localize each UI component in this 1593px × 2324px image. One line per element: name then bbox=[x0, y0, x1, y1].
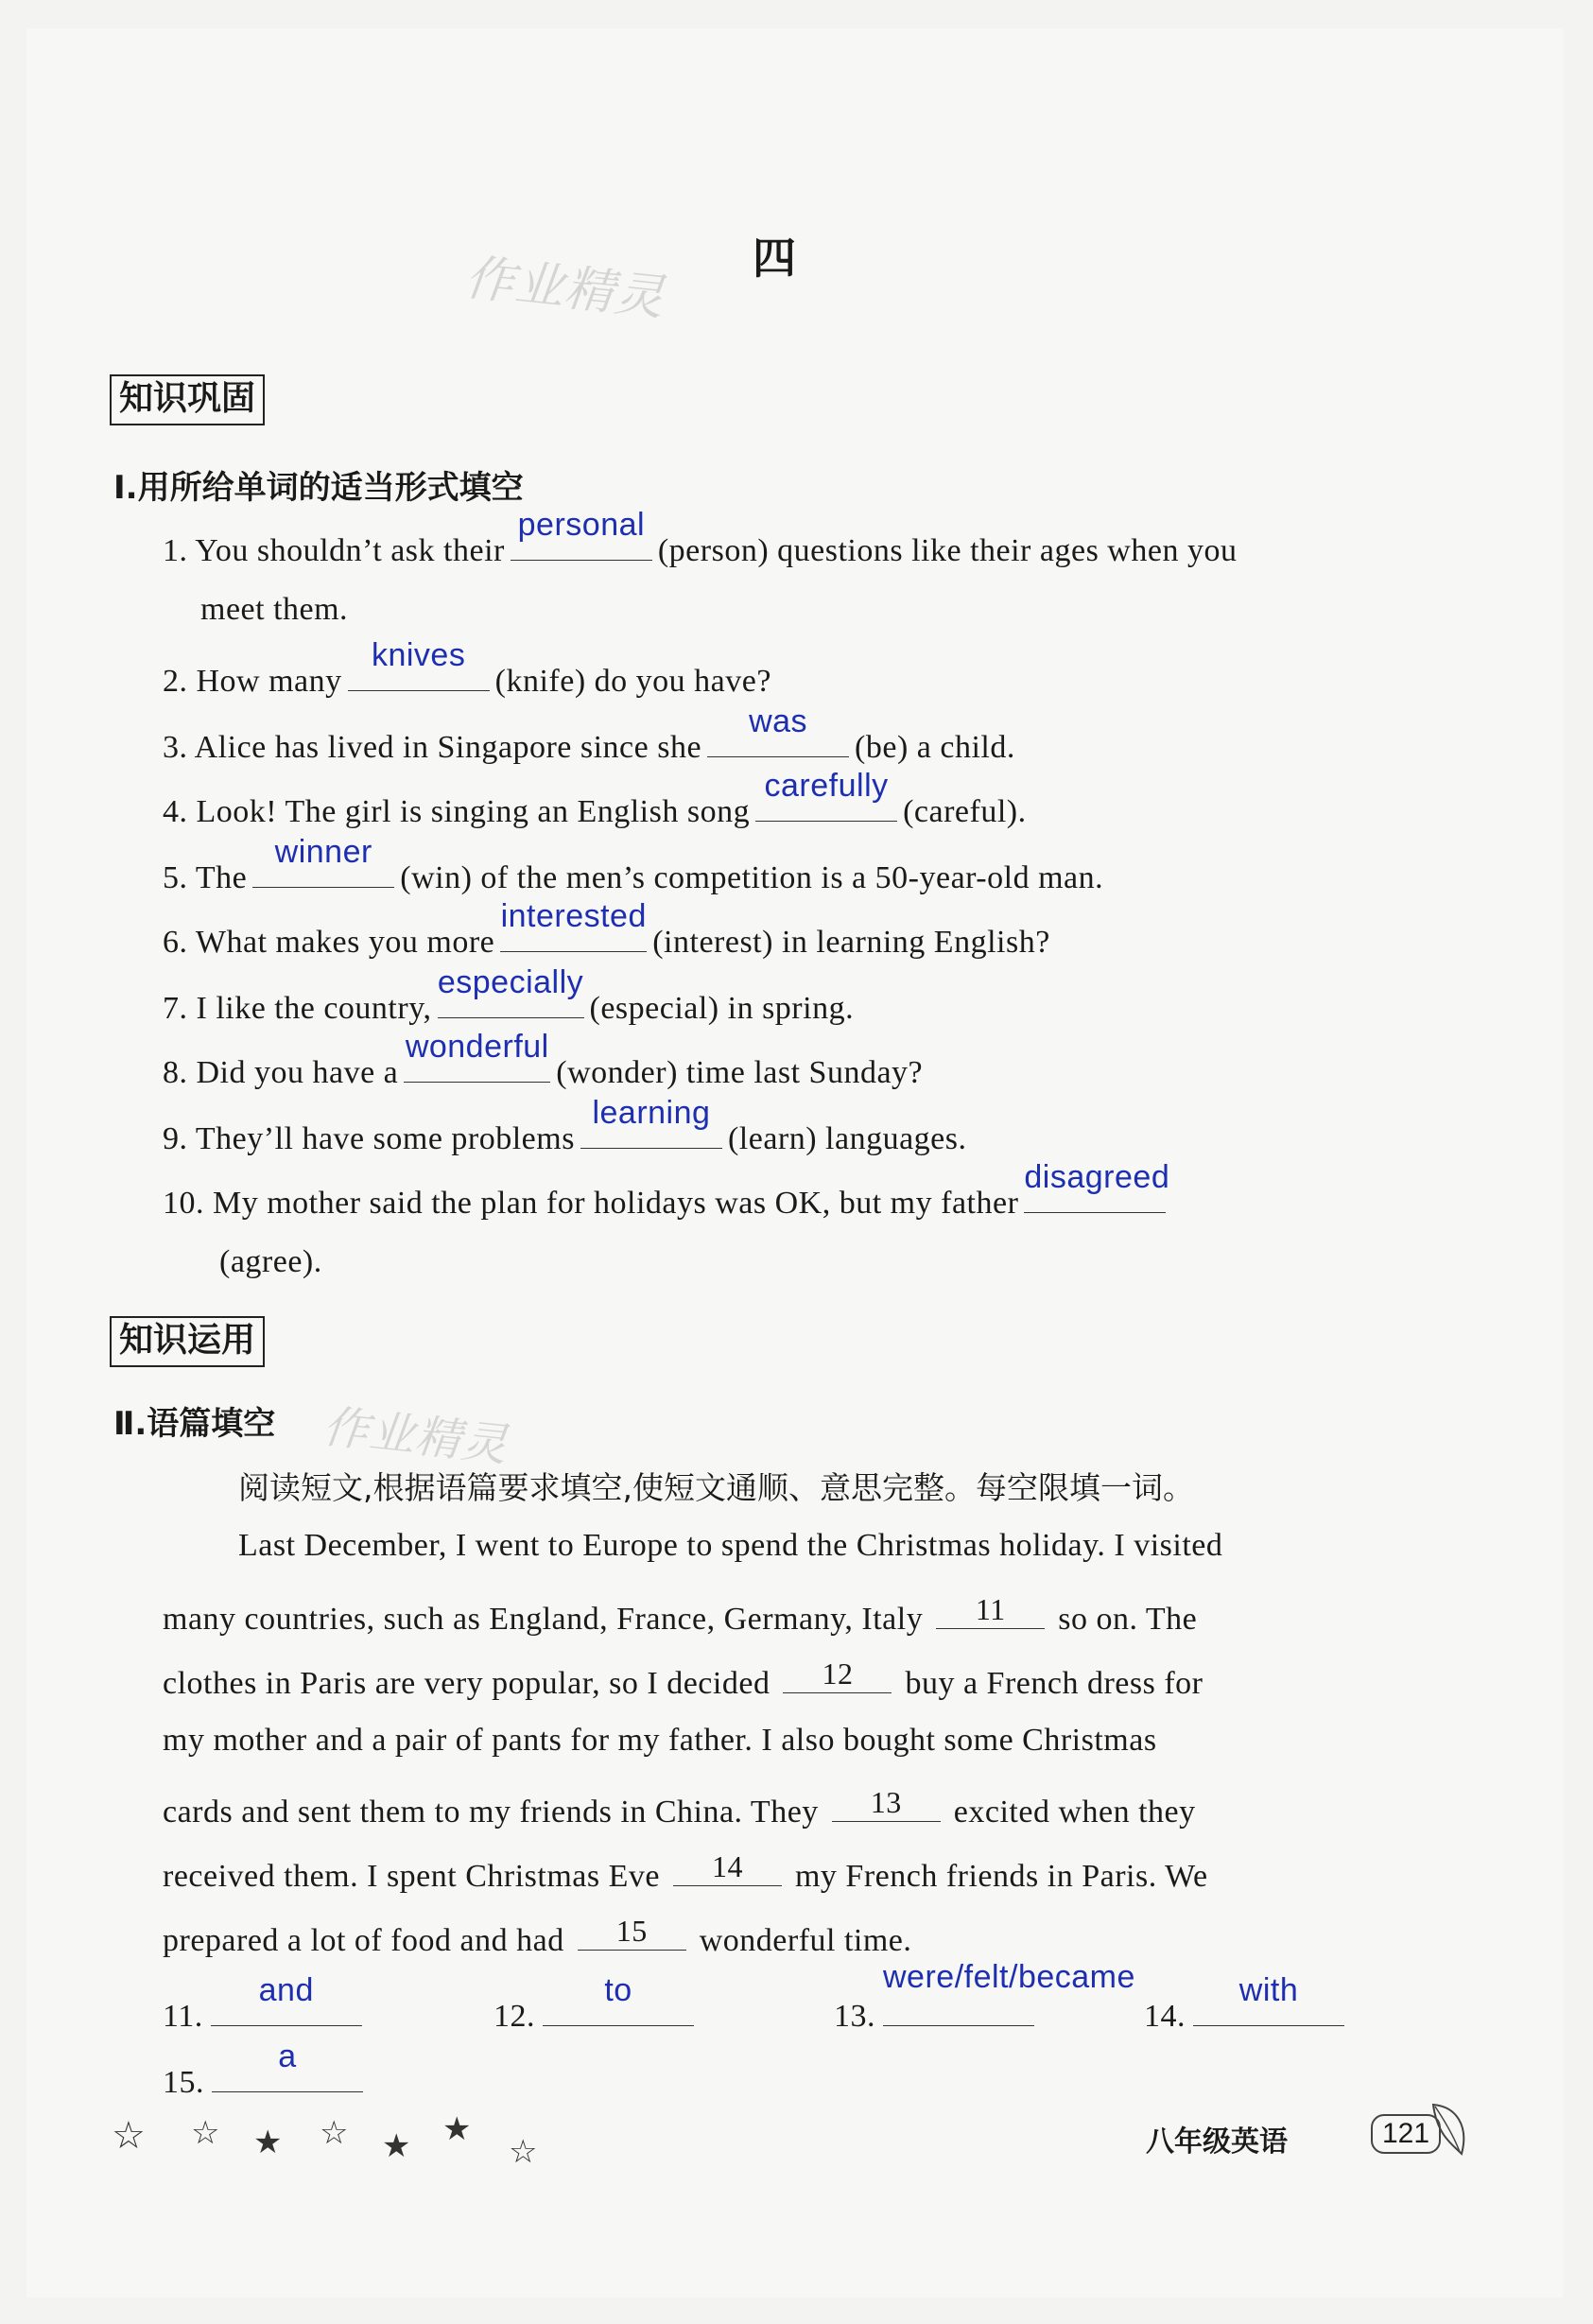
passage-text: my French friends in Paris. We bbox=[794, 1859, 1208, 1894]
handwritten-answer: and bbox=[258, 1972, 314, 2008]
passage-text: cards and sent them to my friends in China. They bbox=[163, 1795, 819, 1830]
answer-blank bbox=[580, 1095, 722, 1149]
leaf-icon bbox=[1428, 2097, 1471, 2163]
handwritten-answer: wonderful bbox=[405, 1029, 549, 1065]
instruction: 阅读短文,根据语篇要求填空,使短文通顺、意思完整。每空限填一词。 bbox=[238, 1469, 1194, 1506]
passage-line bbox=[163, 1594, 1197, 1638]
item-text: (learn) languages. bbox=[727, 1121, 967, 1156]
answer-number: 11. bbox=[163, 1999, 203, 2034]
exercise-item-5 bbox=[163, 834, 1104, 896]
answer-number: 13. bbox=[834, 1999, 875, 2034]
passage-blank-13 bbox=[832, 1787, 941, 1822]
star-outline-icon: ☆ bbox=[112, 2114, 146, 2158]
item-text: (be) a child. bbox=[855, 730, 1015, 765]
item-text: 4. Look! The girl is singing an English song bbox=[163, 794, 751, 829]
passage-blank-15 bbox=[578, 1916, 686, 1951]
answer-blank bbox=[543, 1972, 694, 2026]
item-text: (interest) in learning English? bbox=[652, 925, 1050, 960]
item-text: 6. What makes you more bbox=[163, 925, 495, 960]
part2-heading: Ⅱ.语篇填空 bbox=[113, 1405, 276, 1443]
item-text: (win) of the men’s competition is a 50-year-old man. bbox=[400, 860, 1104, 895]
handwritten-answer: was bbox=[749, 703, 808, 739]
exercise-item-10 bbox=[163, 1159, 1171, 1222]
section-label-apply: 知识运用 bbox=[110, 1316, 265, 1367]
item-text: 3. Alice has lived in Singapore since she bbox=[163, 730, 702, 765]
answer-15 bbox=[163, 2038, 369, 2101]
star-solid-icon: ★ bbox=[442, 2110, 472, 2148]
passage-line bbox=[163, 1787, 1196, 1830]
footer-label: 八年级英语 bbox=[1146, 2125, 1288, 2159]
answer-number: 15. bbox=[163, 2065, 204, 2100]
passage-text: clothes in Paris are very popular, so I decided bbox=[163, 1666, 771, 1701]
handwritten-answer: winner bbox=[274, 834, 372, 870]
exercise-item-1 bbox=[163, 507, 1238, 569]
passage-text: received them. I spent Christmas Eve bbox=[163, 1859, 660, 1894]
answer-blank bbox=[511, 507, 652, 561]
passage-line bbox=[163, 1916, 911, 1959]
item-text: 9. They’ll have some problems bbox=[163, 1121, 575, 1156]
passage-blank-14 bbox=[673, 1851, 782, 1886]
answer-blank bbox=[1024, 1159, 1170, 1213]
answer-blank bbox=[211, 1972, 362, 2026]
handwritten-answer: learning bbox=[592, 1095, 711, 1131]
passage-line bbox=[163, 1851, 1208, 1895]
item-text: (especial) in spring. bbox=[589, 991, 855, 1026]
answer-number: 12. bbox=[493, 1999, 535, 2034]
star-solid-icon: ★ bbox=[253, 2124, 283, 2161]
section-label-consolidate: 知识巩固 bbox=[110, 374, 265, 425]
answer-13 bbox=[834, 1959, 1135, 2035]
answer-12 bbox=[493, 1972, 700, 2035]
answer-blank bbox=[755, 768, 897, 822]
part1-heading: Ⅰ.用所给单词的适当形式填空 bbox=[113, 469, 524, 507]
page-title: 四 bbox=[753, 233, 796, 284]
blank-number: 12 bbox=[822, 1656, 854, 1691]
answer-blank bbox=[404, 1029, 550, 1083]
star-outline-icon: ☆ bbox=[320, 2114, 349, 2152]
exercise-item-10-cont: (agree). bbox=[219, 1244, 322, 1279]
blank-number: 14 bbox=[711, 1849, 743, 1883]
page-number: 121 bbox=[1371, 2114, 1441, 2154]
handwritten-answer: interested bbox=[500, 898, 647, 934]
answer-blank bbox=[437, 964, 584, 1018]
answer-11 bbox=[163, 1972, 368, 2035]
passage-text: prepared a lot of food and had bbox=[163, 1923, 564, 1958]
exercise-item-8 bbox=[163, 1029, 924, 1091]
answer-blank bbox=[500, 898, 647, 952]
exercise-item-1-cont: meet them. bbox=[200, 592, 349, 627]
handwritten-answer: a bbox=[278, 2038, 297, 2074]
answer-blank bbox=[1193, 1972, 1344, 2026]
answer-blank bbox=[252, 834, 394, 888]
item-text: (knife) do you have? bbox=[494, 664, 771, 699]
watermark: 作业精灵 bbox=[461, 250, 667, 327]
exercise-item-2 bbox=[163, 637, 771, 700]
blank-number: 15 bbox=[615, 1914, 648, 1948]
handwritten-answer: personal bbox=[517, 507, 646, 543]
passage-blank-11 bbox=[936, 1594, 1045, 1629]
exercise-item-9 bbox=[163, 1095, 967, 1157]
handwritten-answer: carefully bbox=[764, 768, 889, 804]
handwritten-answer: to bbox=[604, 1972, 632, 2008]
answer-blank bbox=[212, 2038, 363, 2092]
item-text: (careful). bbox=[903, 794, 1027, 829]
handwritten-answer: especially bbox=[437, 964, 584, 1000]
handwritten-answer: knives bbox=[371, 637, 466, 673]
answer-blank bbox=[348, 637, 490, 691]
handwritten-answer: with bbox=[1238, 1972, 1299, 2008]
item-text: (person) questions like their ages when you bbox=[657, 533, 1238, 568]
passage-blank-12 bbox=[783, 1658, 892, 1693]
item-text: 10. My mother said the plan for holidays was OK, but my father bbox=[163, 1186, 1019, 1221]
star-outline-icon: ☆ bbox=[191, 2114, 220, 2152]
exercise-item-3 bbox=[163, 703, 1015, 766]
star-outline-icon: ☆ bbox=[509, 2133, 538, 2171]
watermark: 作业精灵 bbox=[320, 1399, 511, 1473]
item-text: (wonder) time last Sunday? bbox=[556, 1055, 924, 1090]
passage-text: many countries, such as England, France, Germany, Italy bbox=[163, 1602, 924, 1637]
item-text: 7. I like the country, bbox=[163, 991, 432, 1026]
answer-blank bbox=[707, 703, 849, 757]
item-text: 8. Did you have a bbox=[163, 1055, 399, 1090]
passage-text: excited when they bbox=[953, 1795, 1196, 1830]
star-solid-icon: ★ bbox=[382, 2127, 411, 2165]
passage-text: so on. The bbox=[1058, 1602, 1198, 1637]
answer-14 bbox=[1144, 1972, 1350, 2035]
answer-number: 14. bbox=[1144, 1999, 1186, 2034]
item-text: 2. How many bbox=[163, 664, 342, 699]
handwritten-answer: were/felt/became bbox=[883, 1959, 1135, 1995]
blank-number: 11 bbox=[975, 1592, 1006, 1626]
passage-line bbox=[163, 1658, 1203, 1702]
handwritten-answer: disagreed bbox=[1024, 1159, 1170, 1195]
item-text: 5. The bbox=[163, 860, 248, 895]
exercise-item-7 bbox=[163, 964, 855, 1027]
passage-line: my mother and a pair of pants for my father. I also bought some Christmas bbox=[163, 1723, 1157, 1758]
exercise-item-4 bbox=[163, 768, 1027, 830]
item-text: 1. You shouldn’t ask their bbox=[163, 533, 505, 568]
passage-text: buy a French dress for bbox=[905, 1666, 1203, 1701]
answer-blank bbox=[883, 1959, 1135, 2026]
blank-number: 13 bbox=[870, 1785, 902, 1819]
passage-text: wonderful time. bbox=[699, 1923, 912, 1958]
passage-line: Last December, I went to Europe to spend the Christmas holiday. I visited bbox=[238, 1528, 1223, 1563]
exercise-item-6 bbox=[163, 898, 1050, 961]
